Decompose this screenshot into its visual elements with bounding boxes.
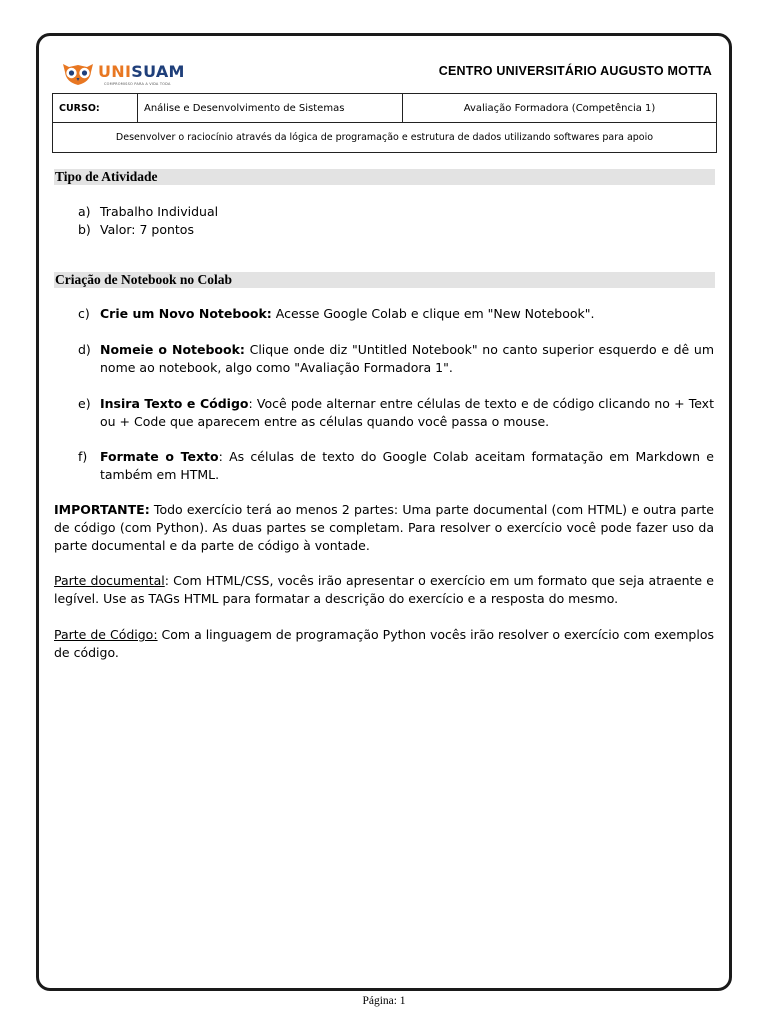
list-item: d) Nomeie o Notebook: Clique onde diz "Untitled Notebook" no canto superior esquerdo e dê um nome ao notebook, algo como "Avaliação Formadora 1". bbox=[78, 342, 714, 375]
owl-icon bbox=[60, 58, 96, 86]
logo-tagline: COMPROMISSO PARA A VIDA TODA bbox=[104, 82, 171, 86]
section-title-activity-type: Tipo de Atividade bbox=[54, 169, 715, 185]
page-number: Página: 1 bbox=[362, 995, 406, 1007]
documental-part-paragraph: Parte documental: Com HTML/CSS, vocês irão apresentar o exercício em um formato que seja atraente e legível. Use as TAGs HTML para formatar a descrição do exercício e a resposta do mesmo. bbox=[54, 573, 714, 606]
course-label: CURSO: bbox=[53, 94, 138, 123]
unisuam-logo bbox=[60, 58, 200, 88]
list-item: b) Valor: 7 pontos bbox=[78, 222, 194, 237]
course-header-table bbox=[52, 93, 717, 153]
code-part-paragraph: Parte de Código: Com a linguagem de programação Python vocês irão resolver o exercício com exemplos de código. bbox=[54, 627, 714, 660]
important-paragraph: IMPORTANTE: Todo exercício terá ao menos 2 partes: Uma parte documental (com HTML) e outra parte de código (com Python). As duas partes se completam. Para resolver o exercício você pode fazer uso da parte documental e da parte de código à vontade. bbox=[54, 502, 714, 553]
list-item: f) Formate o Texto: As células de texto do Google Colab aceitam formatação em Markdown e também em HTML. bbox=[78, 449, 714, 482]
list-item: e) Insira Texto e Código: Você pode alternar entre células de texto e de código clicando no + Text ou + Code que aparecem entre as células quando você passa o mouse. bbox=[78, 396, 714, 429]
section-title-notebook: Criação de Notebook no Colab bbox=[54, 272, 715, 288]
evaluation-type: Avaliação Formadora (Competência 1) bbox=[403, 94, 717, 123]
institution-name: CENTRO UNIVERSITÁRIO AUGUSTO MOTTA bbox=[438, 64, 712, 78]
list-item: a) Trabalho Individual bbox=[78, 204, 219, 219]
course-objective: Desenvolver o raciocínio através da lógica de programação e estrutura de dados utilizando softwares para apoio bbox=[53, 123, 717, 153]
course-value: Análise e Desenvolvimento de Sistemas bbox=[138, 94, 403, 123]
list-item: c) Crie um Novo Notebook: Acesse Google Colab e clique em "New Notebook". bbox=[78, 306, 595, 321]
logo-wordmark: UNISUAM bbox=[98, 62, 185, 81]
